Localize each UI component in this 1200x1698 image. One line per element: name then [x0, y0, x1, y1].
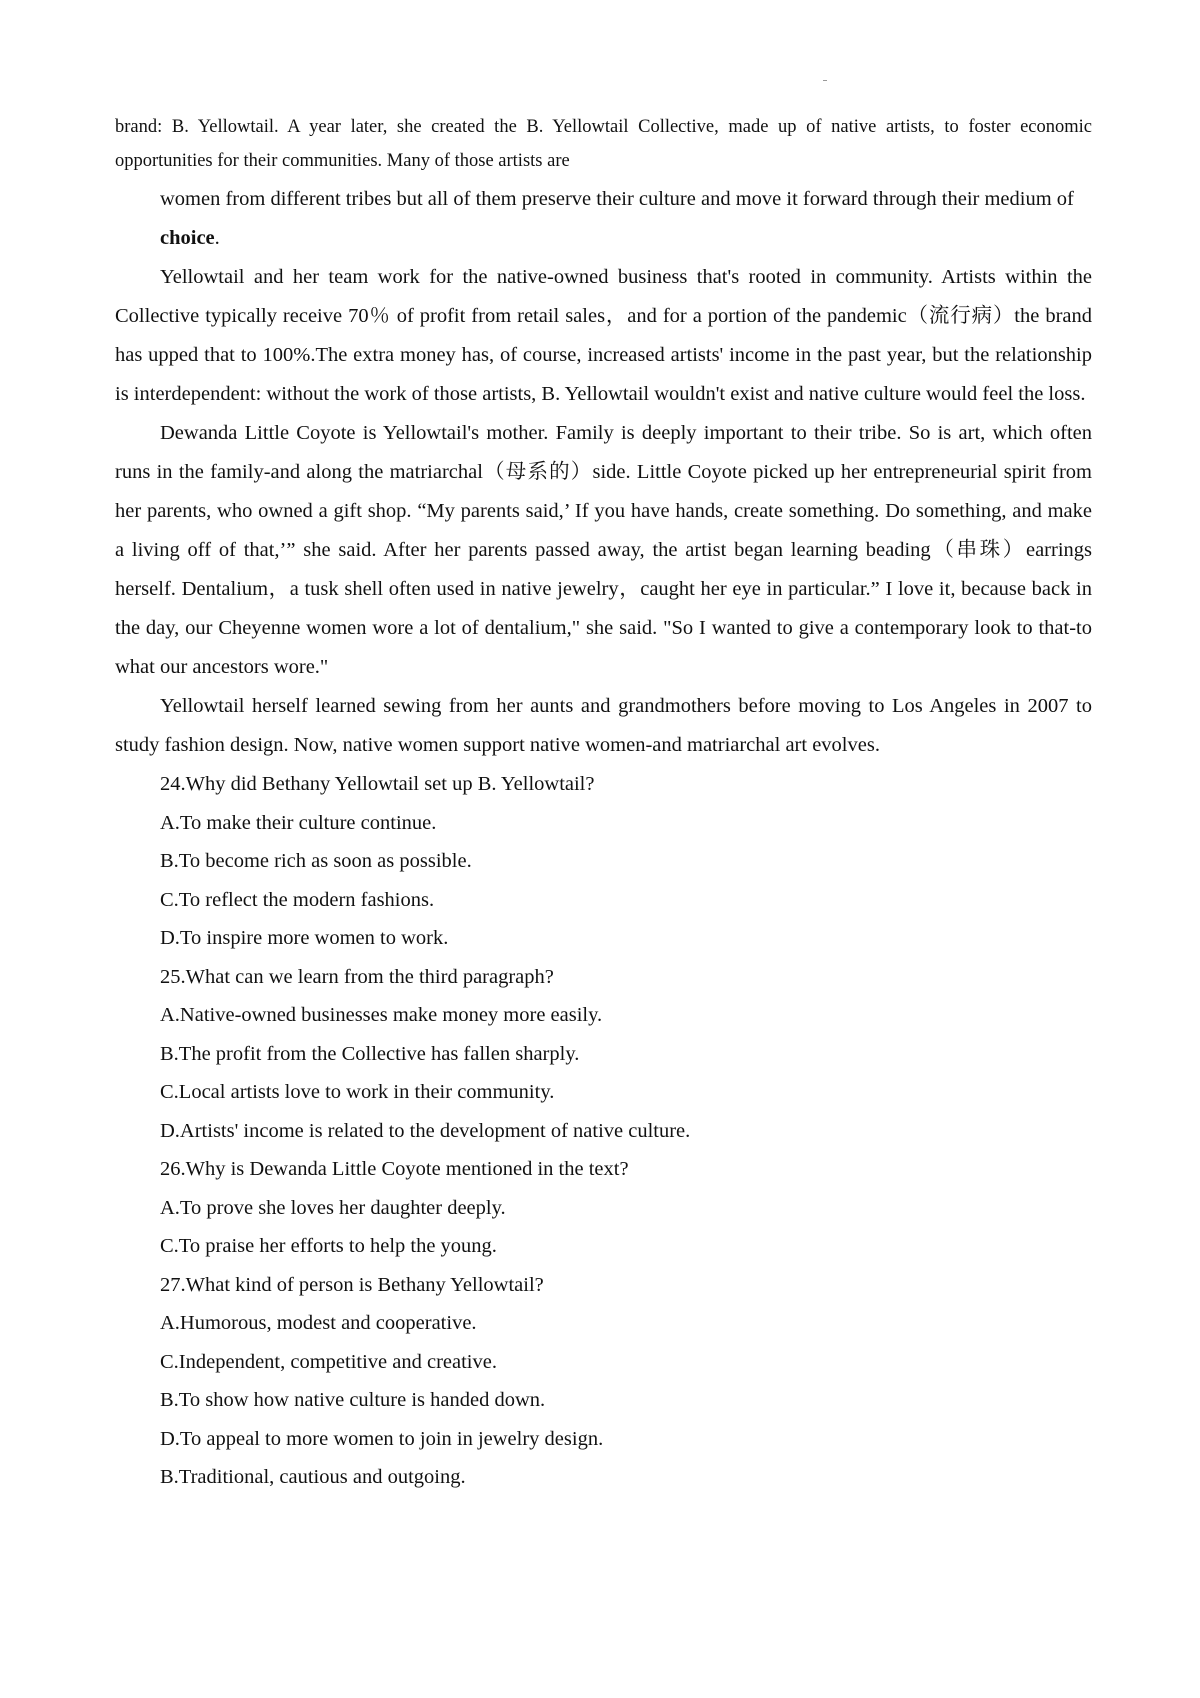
bold-choice-line	[115, 219, 1092, 258]
option-26-d: D.To appeal to more women to join in jewelry design.	[160, 1427, 604, 1450]
paragraph-little-coyote: Dewanda Little Coyote is Yellowtail's mother. Family is deeply important to their tribe. So is art, which often runs in the family-and along the matriarchal（母系的）side. Little Coyote picked up her entrepreneurial spirit from her parents, who owned a gift shop. “My parents said,’ If you have hands, create something. Do something, and make a living off of that,’” she said. After her parents passed away, the artist began learning beading（串珠）earrings herself. Dentalium，a tusk shell often used in native jewelry，caught her eye in particular.” I love it, because back in the day, our Cheyenne women wore a lot of dentalium," she said. "So I wanted to give a contemporary look to that-to what our ancestors wore."	[115, 422, 1092, 678]
question-24: 24.Why did Bethany Yellowtail set up B. Yellowtail?	[160, 773, 595, 795]
bold-word: choice	[160, 227, 215, 249]
option-27-b: B.Traditional, cautious and outgoing.	[160, 1466, 466, 1488]
document-page	[115, 110, 1092, 1497]
scan-mark	[823, 80, 827, 81]
option-24-d: D.To inspire more women to work.	[160, 927, 449, 949]
question-25: 25.What can we learn from the third paragraph?	[160, 965, 554, 988]
option-24-c: C.To reflect the modern fashions.	[160, 888, 435, 911]
paragraph-yellowtail-sewing: Yellowtail herself learned sewing from her aunts and grandmothers before moving to Los Angeles in 2007 to study fashion design. Now, native women support native women-and matriarchal art evolves.	[115, 695, 1092, 756]
option-24-a: A.To make their culture continue.	[160, 811, 437, 834]
question-26: 26.Why is Dewanda Little Coyote mentioned in the text?	[160, 1158, 629, 1180]
question-27: 27.What kind of person is Bethany Yellowtail?	[160, 1273, 544, 1296]
paragraph-collective: Yellowtail and her team work for the native-owned business that's rooted in community. Artists within the Collective typically receive 70％ of profit from retail sales，and for a portion of the pandemic（流行病）the brand has upped that to 100%.The extra money has, of course, increased artists' income in the past year, but the relationship is interdependent: without the work of those artists, B. Yellowtail wouldn't exist and native culture would feel the loss.	[115, 266, 1092, 405]
continued-line: women from different tribes but all of them preserve their culture and move it forward through their medium of	[160, 188, 1074, 210]
option-26-a: A.To prove she loves her daughter deeply.	[160, 1196, 506, 1219]
option-27-c: C.Independent, competitive and creative.	[160, 1350, 497, 1373]
option-25-b: B.The profit from the Collective has fallen sharply.	[160, 1042, 580, 1065]
option-25-a: A.Native-owned businesses make money more easily.	[160, 1004, 603, 1026]
option-26-c: C.To praise her efforts to help the young.	[160, 1235, 497, 1257]
lead-paragraph: brand: B. Yellowtail. A year later, she created the B. Yellowtail Collective, made up of native artists, to foster economic opportunities for their communities. Many of those artists are	[115, 117, 1092, 171]
option-25-c: C.Local artists love to work in their community.	[160, 1081, 555, 1103]
option-25-d: D.Artists' income is related to the development of native culture.	[160, 1119, 691, 1142]
option-24-b: B.To become rich as soon as possible.	[160, 850, 472, 872]
question-list	[115, 765, 1092, 1497]
option-27-a: A.Humorous, modest and cooperative.	[160, 1312, 477, 1334]
bold-word-tail: .	[214, 227, 220, 249]
option-26-b: B.To show how native culture is handed down.	[160, 1389, 546, 1411]
